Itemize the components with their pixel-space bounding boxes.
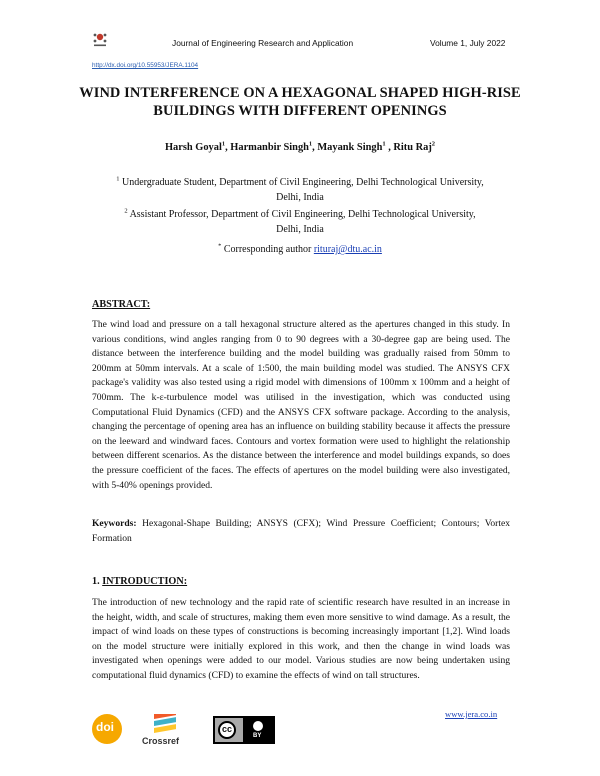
author-mark: 2	[431, 140, 436, 148]
abstract-text: The wind load and pressure on a tall hexagonal structure altered as the apertures changed in this study. In various conditions, wind angles ranging from 0 to 90 degrees with a 30-degree gap are being used. The distance between the interference building and the model building was gradually raised from 50mm to 200mm at 50mm intervals. At a scale of 1:500, the main building model was studied. The ANSYS CFX package's validity was also tested using a rigid model with dimensions of 100mm x 100mm and a height of 700mm. The k-ε-turbulence model was utilised in the investigation, which was conducted using Computational Fluid Dynamics (CFD) and the ANSYS CFX software package. According to the analysis, changing the percentage of opening area has an influence on building stability because it affects the pressure on the leeward and windward faces. Contours and vortex formation were used to highlight the relationship between different scenarios. As the distance between the interference and model buildings expands, so does the pressure coefficient of the faces. The effects of apertures on the model building were also investigated, with 5-40% openings provided.	[92, 319, 510, 491]
introduction-text: The introduction of new technology and the rapid rate of scientific research have resulted in an increase in the height, width, and scale of structures, making them even more sensitive to wind damage. As a result, the impact of wind loads on these types of constructions is becoming increasingly important [1,2]. Wind loads on the model structure were initially explored in this work, and then the change in wind loads was investigated when openings were added to our model. Various studies are now being undertaken using computational fluid dynamics (CFD) to examine the effects of wind on tall structures.	[92, 597, 510, 681]
corresponding-author: * Corresponding author rituraj@dtu.ac.in	[218, 242, 382, 255]
author-name: Ritu Raj	[393, 142, 432, 153]
journal-name: Journal of Engineering Research and Application	[172, 38, 354, 48]
introduction-heading: 1. INTRODUCTION:	[92, 576, 188, 587]
crossref-icon	[154, 714, 176, 734]
author-name: Harsh Goyal	[164, 142, 222, 153]
cc-by-license-badge[interactable]	[213, 716, 275, 744]
author-mark: 1	[382, 140, 386, 148]
author-name: Harmanbir Singh	[230, 142, 309, 153]
author-name: Mayank Singh	[317, 142, 383, 153]
cc-icon: cc	[218, 721, 236, 739]
paper-page: Journal of Engineering Research and Application Volume 1, July 2022 http://dx.doi.org/10.55953/JERA.1104 WIND INTERFERENCE ON A HEXAGONAL SHAPED HIGH-RISE BUILDINGS WITH DIFFERENT OPENINGS Harsh Goyal$^1$, Harmanbir Singh$^1$, Mayank Singh$^1$ , Ritu Raj$^2$ $^1$ Undergraduate Student, Department of Civil Engineering, Delhi Technological University, Delhi, India $^2$ Assistant Professor, Department of Civil Engineering, Delhi Technological University, Delhi, India * Corresponding author rituraj@dtu.ac.in ABSTRACT: The wind load and pressure on a tall hexagonal structure altered as the apertures changed in this study. In various conditions, wind angles ranging from 0 to 90 degrees with a 30-degree gap are being used. The distance between the interference building and the model building was gradually raised from 50mm to 200mm at 50mm intervals. At a scale of 1:500, the main building model was studied. The ANSYS CFX package's validity was also tested using a rigid model with dimensions of 100mm x 100mm and a height of 700mm. The k-ε-turbulence model was utilised in the investigation, which was conducted using Computational Fluid Dynamics (CFD) and the ANSYS CFX software package. According to the analysis, changing the percentage of opening area has an influence on building stability because it affects the pressure on the leeward and windward faces. Contours and vortex formation were used to highlight the relationship between different scenarios. As the distance between the interference and model buildings expands, so does the pressure coefficient of the faces. The effects of apertures on the model building were also investigated, with 5-40% openings provided. Keywords: Hexagonal-Shape Building; ANSYS (CFX); Wind Pressure Coefficient; Contours; Vortex Formation 1. INTRODUCTION: The introduction of new technology and the rapid rate of scientific research have resulted in an increase in the height, width, and scale of structures, making them even more sensitive to wind damage. As a result, the impact of wind loads on these types of constructions is becoming increasingly important [1,2]. Wind loads on the model structure were initially explored in this work, and then the change in wind loads was investigated when openings were added to our model. Various studies are now being undertaken using computational fluid dynamics (CFD) to examine the effects of wind on tall structures. doi Crossref cc BY www.jera.co.in	[0, 0, 600, 776]
author-mark: 1	[308, 140, 313, 148]
person-icon	[253, 721, 263, 731]
keywords	[92, 517, 510, 546]
affiliation-2: $^2$ Assistant Professor, Department of Civil Engineering, Delhi Technological University, Delhi, India	[124, 207, 476, 235]
paper-title: WIND INTERFERENCE ON A HEXAGONAL SHAPED HIGH-RISE BUILDINGS WITH DIFFERENT OPENINGS	[79, 85, 521, 119]
doi-link[interactable]: http://dx.doi.org/10.55953/JERA.1104	[92, 62, 199, 69]
keywords-text: Hexagonal-Shape Building; ANSYS (CFX); Wind Pressure Coefficient; Contours; Vortex Formation	[92, 518, 511, 544]
by-panel: BY	[243, 718, 273, 742]
affiliation-1: $^1$ Undergraduate Student, Department of Civil Engineering, Delhi Technological University, Delhi, India	[116, 175, 484, 203]
volume-info: Volume 1, July 2022	[430, 38, 506, 48]
author-list: Harsh Goyal$^1$, Harmanbir Singh$^1$, Mayank Singh$^1$ , Ritu Raj$^2$	[164, 140, 436, 153]
abstract-heading: ABSTRACT:	[92, 299, 151, 310]
author-mark: 1	[221, 140, 226, 148]
journal-website-link[interactable]: www.jera.co.in	[445, 709, 498, 719]
keywords-label: Keywords:	[92, 518, 137, 529]
email-link[interactable]: rituraj@dtu.ac.in	[313, 244, 382, 255]
journal-logo	[92, 31, 108, 49]
doi-badge-icon: doi	[92, 714, 122, 744]
